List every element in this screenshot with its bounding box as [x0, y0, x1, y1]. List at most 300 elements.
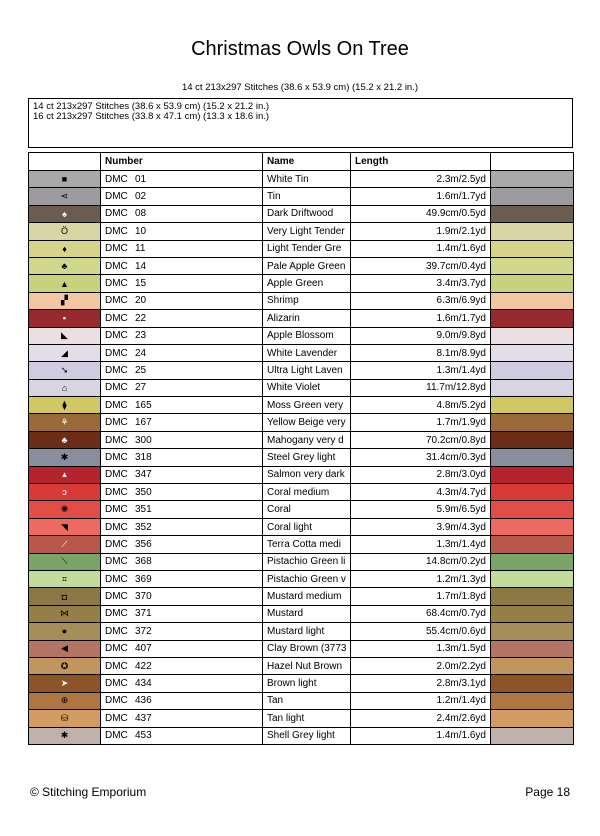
table-row: [29, 344, 574, 361]
thread-name-cell: Salmon very dark: [263, 466, 351, 483]
thread-number: 24: [135, 347, 147, 359]
thread-number: 318: [135, 451, 152, 463]
table-row: [29, 362, 574, 379]
thread-name-cell: Clay Brown (3773: [263, 640, 351, 657]
color-swatch: [491, 223, 574, 240]
thread-length-cell: 2.8m/3.0yd: [351, 466, 491, 483]
thread-brand: DMC: [105, 191, 128, 203]
table-row: [29, 240, 574, 257]
thread-length-cell: 31.4cm/0.3yd: [351, 449, 491, 466]
stitch-symbol-icon: ✱: [60, 730, 69, 741]
thread-number: 01: [135, 173, 147, 185]
thread-brand: DMC: [105, 486, 128, 498]
stitch-symbol-icon: ◣: [61, 330, 68, 341]
symbol-cell: [29, 362, 101, 379]
table-row: [29, 188, 574, 205]
table-row: [29, 657, 574, 674]
symbol-cell: [29, 292, 101, 309]
symbol-cell: [29, 205, 101, 222]
color-swatch: [491, 501, 574, 518]
thread-number-cell: [101, 501, 263, 518]
thread-length-cell: 1.3m/1.4yd: [351, 362, 491, 379]
thread-brand: DMC: [105, 678, 128, 690]
thread-length-cell: 3.4m/3.7yd: [351, 275, 491, 292]
thread-name-cell: Pale Apple Green: [263, 257, 351, 274]
symbol-cell: [29, 640, 101, 657]
thread-number-cell: [101, 466, 263, 483]
stitch-symbol-icon: ✪: [60, 660, 69, 671]
stitch-symbol-icon: ⋈: [60, 608, 69, 619]
thread-name-cell: Shrimp: [263, 292, 351, 309]
thread-number-cell: [101, 536, 263, 553]
footer-page-number: Page 18: [525, 785, 570, 799]
thread-number: 23: [135, 330, 147, 342]
thread-name-cell: Light Tender Gre: [263, 240, 351, 257]
thread-brand: DMC: [105, 208, 128, 220]
thread-number: 11: [135, 243, 146, 255]
table-row: [29, 449, 574, 466]
stitch-symbol-icon: ⟋: [61, 538, 68, 549]
thread-number-cell: [101, 414, 263, 431]
symbol-cell: [29, 310, 101, 327]
thread-length-cell: 1.3m/1.4yd: [351, 536, 491, 553]
thread-number-cell: [101, 431, 263, 448]
thread-name-cell: White Tin: [263, 171, 351, 188]
symbol-cell: [29, 536, 101, 553]
symbol-cell: [29, 414, 101, 431]
table-row: [29, 536, 574, 553]
thread-number-cell: [101, 570, 263, 587]
stitch-symbol-icon: ◢: [61, 347, 68, 358]
table-row: [29, 223, 574, 240]
thread-length-cell: 1.9m/2.1yd: [351, 223, 491, 240]
stitch-symbol-icon: ♣: [61, 261, 68, 272]
table-row: [29, 310, 574, 327]
table-row: [29, 171, 574, 188]
header-number: Number: [101, 153, 263, 171]
thread-number: 165: [135, 399, 152, 411]
symbol-cell: [29, 397, 101, 414]
thread-number-cell: [101, 588, 263, 605]
thread-length-cell: 70.2cm/0.8yd: [351, 431, 491, 448]
stitch-symbol-icon: ✱: [60, 451, 69, 462]
header-symbol: [29, 153, 101, 171]
color-swatch: [491, 466, 574, 483]
color-swatch: [491, 310, 574, 327]
thread-length-cell: 68.4cm/0.7yd: [351, 605, 491, 622]
thread-number: 22: [135, 312, 147, 324]
thread-length-cell: 1.2m/1.3yd: [351, 570, 491, 587]
color-swatch: [491, 605, 574, 622]
header-name: Name: [263, 153, 351, 171]
thread-name-cell: Shell Grey light: [263, 727, 351, 744]
thread-length-cell: 1.7m/1.9yd: [351, 414, 491, 431]
thread-number: 10: [135, 225, 147, 237]
symbol-cell: [29, 327, 101, 344]
table-header-row: [29, 153, 574, 171]
thread-brand: DMC: [105, 434, 128, 446]
footer-copyright: © Stitching Emporium: [30, 785, 147, 799]
thread-length-cell: 2.8m/3.1yd: [351, 675, 491, 692]
thread-length-cell: 11.7m/12.8yd: [351, 379, 491, 396]
stitch-symbol-icon: ⊕: [60, 695, 69, 706]
thread-brand: DMC: [105, 312, 128, 324]
thread-number: 437: [135, 712, 152, 724]
symbol-cell: [29, 501, 101, 518]
table-row: [29, 553, 574, 570]
color-swatch: [491, 275, 574, 292]
thread-number: 372: [135, 625, 152, 637]
stitch-symbol-icon: ⌗: [61, 573, 68, 584]
symbol-cell: [29, 379, 101, 396]
thread-brand: DMC: [105, 695, 128, 707]
stitch-symbol-icon: ⚘: [60, 417, 69, 428]
thread-name-cell: Apple Blossom: [263, 327, 351, 344]
thread-length-cell: 2.4m/2.6yd: [351, 710, 491, 727]
thread-number-cell: [101, 692, 263, 709]
stitch-symbol-icon: ◥: [61, 521, 68, 532]
thread-length-cell: 1.4m/1.6yd: [351, 727, 491, 744]
thread-length-cell: 2.3m/2.5yd: [351, 171, 491, 188]
thread-number-cell: [101, 449, 263, 466]
table-row: [29, 379, 574, 396]
color-swatch: [491, 344, 574, 361]
table-row: [29, 710, 574, 727]
color-swatch: [491, 536, 574, 553]
thread-number-cell: [101, 484, 263, 501]
thread-brand: DMC: [105, 399, 128, 411]
thread-number-cell: [101, 379, 263, 396]
thread-number-cell: [101, 205, 263, 222]
stitch-symbol-icon: ♣: [61, 435, 68, 446]
thread-name-cell: Hazel Nut Brown: [263, 657, 351, 674]
thread-number-cell: [101, 188, 263, 205]
symbol-cell: [29, 223, 101, 240]
thread-number-cell: [101, 623, 263, 640]
thread-number-cell: [101, 640, 263, 657]
thread-brand: DMC: [105, 608, 128, 620]
color-swatch: [491, 257, 574, 274]
thread-number: 02: [135, 191, 147, 203]
symbol-cell: [29, 518, 101, 535]
stitch-symbol-icon: ⧫: [62, 399, 67, 410]
color-swatch: [491, 570, 574, 587]
table-row: [29, 466, 574, 483]
thread-length-cell: 1.4m/1.6yd: [351, 240, 491, 257]
thread-number: 453: [135, 730, 152, 742]
table-row: [29, 431, 574, 448]
thread-brand: DMC: [105, 730, 128, 742]
table-row: [29, 414, 574, 431]
thread-length-cell: 4.3m/4.7yd: [351, 484, 491, 501]
thread-number-cell: [101, 727, 263, 744]
color-swatch: [491, 240, 574, 257]
color-swatch: [491, 188, 574, 205]
table-row: [29, 257, 574, 274]
thread-name-cell: Ultra Light Laven: [263, 362, 351, 379]
thread-number: 25: [135, 364, 147, 376]
thread-brand: DMC: [105, 504, 128, 516]
thread-brand: DMC: [105, 347, 128, 359]
thread-brand: DMC: [105, 451, 128, 463]
table-row: [29, 675, 574, 692]
thread-length-cell: 49.9cm/0.5yd: [351, 205, 491, 222]
thread-length-cell: 9.0m/9.8yd: [351, 327, 491, 344]
stitch-symbol-icon: ■: [61, 174, 68, 185]
color-swatch: [491, 292, 574, 309]
thread-brand: DMC: [105, 625, 128, 637]
thread-number-cell: [101, 553, 263, 570]
thread-length-cell: 14.8cm/0.2yd: [351, 553, 491, 570]
color-swatch: [491, 710, 574, 727]
thread-brand: DMC: [105, 538, 128, 550]
thread-number: 20: [135, 295, 147, 307]
thread-number: 350: [135, 486, 152, 498]
thread-length-cell: 3.9m/4.3yd: [351, 518, 491, 535]
thread-brand: DMC: [105, 278, 128, 290]
thread-brand: DMC: [105, 364, 128, 376]
thread-number-cell: [101, 397, 263, 414]
thread-number-cell: [101, 675, 263, 692]
thread-number: 422: [135, 660, 152, 672]
header-length: Length: [351, 153, 491, 171]
table-row: [29, 727, 574, 744]
thread-name-cell: Coral medium: [263, 484, 351, 501]
table-row: [29, 692, 574, 709]
color-swatch: [491, 171, 574, 188]
symbol-cell: [29, 727, 101, 744]
table-row: [29, 518, 574, 535]
thread-length-cell: 1.7m/1.8yd: [351, 588, 491, 605]
thread-name-cell: Moss Green very: [263, 397, 351, 414]
thread-number: 300: [135, 434, 152, 446]
thread-number-cell: [101, 518, 263, 535]
symbol-cell: [29, 605, 101, 622]
symbol-cell: [29, 623, 101, 640]
color-swatch: [491, 657, 574, 674]
thread-brand: DMC: [105, 173, 128, 185]
thread-name-cell: Tin: [263, 188, 351, 205]
thread-length-cell: 55.4cm/0.6yd: [351, 623, 491, 640]
table-row: [29, 501, 574, 518]
symbol-cell: [29, 675, 101, 692]
thread-brand: DMC: [105, 521, 128, 533]
thread-name-cell: Pistachio Green li: [263, 553, 351, 570]
thread-length-cell: 5.9m/6.5yd: [351, 501, 491, 518]
table-row: [29, 588, 574, 605]
stitch-symbol-icon: ▲: [60, 278, 69, 289]
stitch-size-info-box: [28, 98, 573, 148]
thread-number: 436: [135, 695, 152, 707]
thread-name-cell: Mustard medium: [263, 588, 351, 605]
thread-name-cell: Mustard: [263, 605, 351, 622]
thread-number-cell: [101, 240, 263, 257]
thread-number-cell: [101, 710, 263, 727]
thread-length-cell: 39.7cm/0.4yd: [351, 257, 491, 274]
thread-length-cell: 1.2m/1.4yd: [351, 692, 491, 709]
thread-brand: DMC: [105, 573, 128, 585]
thread-number: 407: [135, 643, 152, 655]
thread-number-cell: [101, 605, 263, 622]
table-row: [29, 292, 574, 309]
stitch-symbol-icon: ◘: [61, 591, 68, 602]
thread-number: 368: [135, 556, 152, 568]
symbol-cell: [29, 449, 101, 466]
symbol-cell: [29, 484, 101, 501]
thread-number-cell: [101, 223, 263, 240]
stitch-symbol-icon: ↄ: [62, 487, 67, 498]
thread-name-cell: Tan light: [263, 710, 351, 727]
thread-number: 352: [135, 521, 152, 533]
table-row: [29, 484, 574, 501]
symbol-cell: [29, 257, 101, 274]
stitch-symbol-icon: ●: [61, 626, 68, 637]
color-swatch: [491, 675, 574, 692]
thread-brand: DMC: [105, 382, 128, 394]
stitch-symbol-icon: ➘: [60, 364, 69, 375]
thread-number-cell: [101, 310, 263, 327]
thread-number: 371: [135, 608, 152, 620]
thread-brand: DMC: [105, 712, 128, 724]
stitch-symbol-icon: ⛁: [60, 712, 69, 723]
thread-number-cell: [101, 344, 263, 361]
symbol-cell: [29, 275, 101, 292]
symbol-cell: [29, 657, 101, 674]
thread-length-cell: 2.0m/2.2yd: [351, 657, 491, 674]
thread-number: 370: [135, 591, 152, 603]
color-swatch: [491, 414, 574, 431]
thread-name-cell: Very Light Tender: [263, 223, 351, 240]
stitch-symbol-icon: ▞: [61, 295, 68, 306]
thread-name-cell: White Lavender: [263, 344, 351, 361]
thread-number: 356: [135, 538, 152, 550]
table-row: [29, 605, 574, 622]
symbol-cell: [29, 692, 101, 709]
symbol-cell: [29, 431, 101, 448]
stitch-symbol-icon: ✺: [60, 504, 69, 515]
symbol-cell: [29, 188, 101, 205]
thread-legend-table: [28, 152, 574, 745]
color-swatch: [491, 327, 574, 344]
thread-brand: DMC: [105, 295, 128, 307]
thread-brand: DMC: [105, 225, 128, 237]
table-row: [29, 640, 574, 657]
thread-brand: DMC: [105, 260, 128, 272]
thread-length-cell: 4.8m/5.2yd: [351, 397, 491, 414]
color-swatch: [491, 553, 574, 570]
thread-number-cell: [101, 292, 263, 309]
thread-number-cell: [101, 257, 263, 274]
thread-name-cell: Steel Grey light: [263, 449, 351, 466]
thread-brand: DMC: [105, 660, 128, 672]
thread-name-cell: Pistachio Green v: [263, 570, 351, 587]
table-row: [29, 327, 574, 344]
thread-number: 347: [135, 469, 152, 481]
symbol-cell: [29, 171, 101, 188]
thread-name-cell: White Violet: [263, 379, 351, 396]
color-swatch: [491, 518, 574, 535]
stitch-symbol-icon: ➤: [60, 678, 69, 689]
color-swatch: [491, 431, 574, 448]
stitch-symbol-icon: ♦: [62, 243, 67, 254]
stitch-symbol-icon: ▴: [62, 469, 67, 480]
thread-length-cell: 1.3m/1.5yd: [351, 640, 491, 657]
stitch-symbol-icon: ⟍: [61, 556, 68, 567]
thread-brand: DMC: [105, 591, 128, 603]
color-swatch: [491, 397, 574, 414]
page-title: Christmas Owls On Tree: [191, 38, 409, 60]
thread-brand: DMC: [105, 417, 128, 429]
thread-name-cell: Brown light: [263, 675, 351, 692]
thread-name-cell: Apple Green: [263, 275, 351, 292]
thread-number-cell: [101, 275, 263, 292]
thread-name-cell: Mustard light: [263, 623, 351, 640]
stitch-symbol-icon: Ö: [60, 226, 68, 237]
thread-name-cell: Alizarin: [263, 310, 351, 327]
thread-name-cell: Dark Driftwood: [263, 205, 351, 222]
color-swatch: [491, 362, 574, 379]
thread-number-cell: [101, 657, 263, 674]
legend-body: [29, 171, 574, 745]
thread-brand: DMC: [105, 243, 128, 255]
thread-number: 369: [135, 573, 152, 585]
thread-number: 08: [135, 208, 147, 220]
table-row: [29, 623, 574, 640]
color-swatch: [491, 623, 574, 640]
stitch-symbol-icon: ⋖: [60, 191, 69, 202]
stitch-symbol-icon: ◀: [61, 643, 68, 654]
table-row: [29, 397, 574, 414]
thread-length-cell: 8.1m/8.9yd: [351, 344, 491, 361]
symbol-cell: [29, 344, 101, 361]
table-row: [29, 205, 574, 222]
symbol-cell: [29, 710, 101, 727]
thread-length-cell: 1.6m/1.7yd: [351, 310, 491, 327]
thread-number: 167: [135, 417, 152, 429]
color-swatch: [491, 449, 574, 466]
info-line: 14 ct 213x297 Stitches (38.6 x 53.9 cm) (15.2 x 21.2 in.): [33, 101, 270, 112]
thread-brand: DMC: [105, 330, 128, 342]
table-row: [29, 275, 574, 292]
table-row: [29, 570, 574, 587]
thread-number: 15: [135, 278, 147, 290]
stitch-symbol-icon: ▪: [62, 313, 67, 324]
thread-name-cell: Tan: [263, 692, 351, 709]
page-subtitle: 14 ct 213x297 Stitches (38.6 x 53.9 cm) (15.2 x 21.2 in.): [181, 82, 419, 93]
thread-number: 351: [135, 504, 152, 516]
color-swatch: [491, 484, 574, 501]
stitch-symbol-icon: ♠: [62, 208, 67, 219]
thread-number-cell: [101, 171, 263, 188]
thread-brand: DMC: [105, 469, 128, 481]
symbol-cell: [29, 553, 101, 570]
thread-name-cell: Coral light: [263, 518, 351, 535]
color-swatch: [491, 692, 574, 709]
thread-number: 14: [135, 260, 147, 272]
symbol-cell: [29, 466, 101, 483]
thread-name-cell: Terra Cotta medi: [263, 536, 351, 553]
thread-brand: DMC: [105, 643, 128, 655]
thread-name-cell: Coral: [263, 501, 351, 518]
symbol-cell: [29, 588, 101, 605]
thread-brand: DMC: [105, 556, 128, 568]
thread-name-cell: Mahogany very d: [263, 431, 351, 448]
thread-length-cell: 1.6m/1.7yd: [351, 188, 491, 205]
thread-number-cell: [101, 362, 263, 379]
thread-number: 27: [135, 382, 147, 394]
stitch-symbol-icon: ⌂: [61, 382, 68, 393]
thread-number: 434: [135, 678, 152, 690]
